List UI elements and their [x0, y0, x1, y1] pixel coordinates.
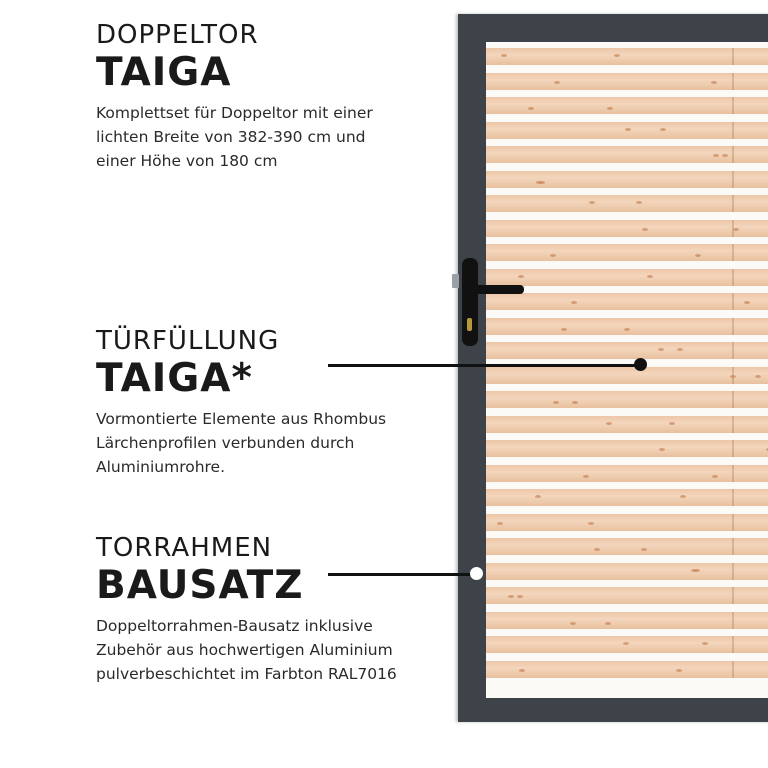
wood-knot: [607, 107, 613, 110]
wood-knot: [744, 301, 750, 304]
wood-slat: [486, 416, 768, 433]
frame-description-line: pulverbeschichtet im Farbton RAL7016: [96, 665, 397, 683]
wood-slat: [486, 465, 768, 482]
wood-slat-joint: [732, 293, 734, 310]
wood-slat: [486, 563, 768, 580]
wood-slat: [486, 538, 768, 555]
infill-section: [96, 328, 436, 479]
wood-knot: [553, 401, 559, 404]
wood-slat: [486, 171, 768, 188]
lock-cylinder-icon: [467, 318, 472, 331]
product-description-line: Komplettset für Doppeltor mit einer: [96, 104, 373, 122]
wood-knot: [722, 154, 728, 157]
product-description: [96, 101, 436, 173]
wood-knot: [571, 301, 577, 304]
frame-section: [96, 535, 436, 686]
wood-knot: [702, 642, 708, 645]
wood-slat: [486, 489, 768, 506]
wood-knot: [606, 422, 612, 425]
wood-slat: [486, 440, 768, 457]
infill-title: TAIGA*: [96, 356, 253, 401]
wood-slat-joint: [732, 318, 734, 335]
infill-callout-dot: [634, 358, 647, 371]
wood-knot: [755, 375, 761, 378]
wood-knot: [517, 595, 523, 598]
wood-slat-joint: [732, 146, 734, 163]
wood-knot: [659, 448, 665, 451]
product-description-line: lichten Breite von 382-390 cm und: [96, 128, 366, 146]
frame-callout-line: [328, 573, 476, 576]
wood-knot: [647, 275, 653, 278]
wood-slat: [486, 318, 768, 335]
wood-knot: [550, 254, 556, 257]
wood-slat: [486, 73, 768, 90]
wood-slat: [486, 514, 768, 531]
wood-knot: [605, 622, 611, 625]
frame-description-line: Doppeltorrahmen-Bausatz inklusive: [96, 617, 373, 635]
wood-knot: [691, 569, 697, 572]
wood-knot: [695, 254, 701, 257]
frame-kicker: TORRAHMEN: [96, 533, 273, 563]
wood-slat-joint: [732, 538, 734, 555]
wood-knot: [623, 642, 629, 645]
wood-slat-joint: [732, 636, 734, 653]
wood-knot: [733, 228, 739, 231]
wood-knot: [712, 475, 718, 478]
frame-callout-dot: [470, 567, 483, 580]
wood-knot: [642, 228, 648, 231]
infill-kicker: TÜRFÜLLUNG: [96, 326, 280, 356]
wood-knot: [539, 181, 545, 184]
product-section: [96, 22, 436, 173]
wood-knot: [676, 669, 682, 672]
wood-slat: [486, 661, 768, 678]
wood-slat: [486, 269, 768, 286]
wood-slat: [486, 612, 768, 629]
wood-knot: [636, 201, 642, 204]
wood-slat-joint: [732, 440, 734, 457]
wood-knot: [641, 548, 647, 551]
wood-knot: [583, 475, 589, 478]
wood-knot: [570, 622, 576, 625]
wood-knot: [589, 201, 595, 204]
wood-knot: [614, 54, 620, 57]
wood-slat-joint: [732, 195, 734, 212]
wood-knot: [561, 328, 567, 331]
wood-knot: [713, 154, 719, 157]
wood-slat-joint: [732, 244, 734, 261]
wood-slat: [486, 587, 768, 604]
wood-knot: [680, 495, 686, 498]
frame-title: BAUSATZ: [96, 563, 304, 608]
product-title: TAIGA: [96, 50, 232, 95]
wood-knot: [535, 495, 541, 498]
wood-knot: [730, 375, 736, 378]
wood-slat-joint: [732, 489, 734, 506]
wood-slat-joint: [732, 587, 734, 604]
wood-slat-joint: [732, 342, 734, 359]
wood-knot: [528, 107, 534, 110]
wood-slat-joint: [732, 171, 734, 188]
wood-slat-joint: [732, 514, 734, 531]
wood-slat: [486, 48, 768, 65]
wood-knot: [554, 81, 560, 84]
wood-slat: [486, 636, 768, 653]
product-description-line: einer Höhe von 180 cm: [96, 152, 278, 170]
wood-slat-joint: [732, 269, 734, 286]
frame-description-line: Zubehör aus hochwertigen Aluminium: [96, 641, 393, 659]
wood-knot: [508, 595, 514, 598]
infill-description-line: Vormontierte Elemente aus Rhombus: [96, 410, 387, 428]
infill-description-line: Lärchenprofilen verbunden durch: [96, 434, 355, 452]
wood-knot: [519, 669, 525, 672]
infill-callout-line: [328, 364, 640, 367]
frame-description: [96, 614, 436, 686]
wood-knot: [518, 275, 524, 278]
wood-slat: [486, 146, 768, 163]
wood-knot: [669, 422, 675, 425]
wood-slat-joint: [732, 612, 734, 629]
wood-slat: [486, 391, 768, 408]
wood-knot: [588, 522, 594, 525]
wood-slat-joint: [732, 48, 734, 65]
product-kicker: DOPPELTOR: [96, 20, 259, 50]
wood-slat-joint: [732, 122, 734, 139]
door-handle-lever-icon: [468, 285, 524, 294]
infill-description-line: Aluminiumrohre.: [96, 458, 226, 476]
wood-slat-joint: [732, 416, 734, 433]
wood-slat-joint: [732, 97, 734, 114]
wood-slat: [486, 97, 768, 114]
wood-knot: [660, 128, 666, 131]
wood-knot: [711, 81, 717, 84]
wood-slat: [486, 195, 768, 212]
wood-knot: [594, 548, 600, 551]
wood-slat: [486, 293, 768, 310]
wood-knot: [501, 54, 507, 57]
wood-slat-joint: [732, 391, 734, 408]
wood-knot: [677, 348, 683, 351]
wood-knot: [572, 401, 578, 404]
wood-slat-joint: [732, 465, 734, 482]
wood-slat: [486, 367, 768, 384]
wood-knot: [497, 522, 503, 525]
wood-slat: [486, 244, 768, 261]
wood-slat: [486, 342, 768, 359]
infill-description: [96, 407, 436, 479]
wood-slat: [486, 122, 768, 139]
wood-knot: [624, 328, 630, 331]
wood-slat-joint: [732, 563, 734, 580]
wood-slat-joint: [732, 661, 734, 678]
wood-slat-joint: [732, 73, 734, 90]
wood-knot: [658, 348, 664, 351]
gate-infill-illustration: [486, 42, 768, 698]
gate-latch-icon: [452, 274, 459, 288]
wood-slat: [486, 220, 768, 237]
wood-knot: [625, 128, 631, 131]
door-handle-icon: [462, 258, 478, 346]
